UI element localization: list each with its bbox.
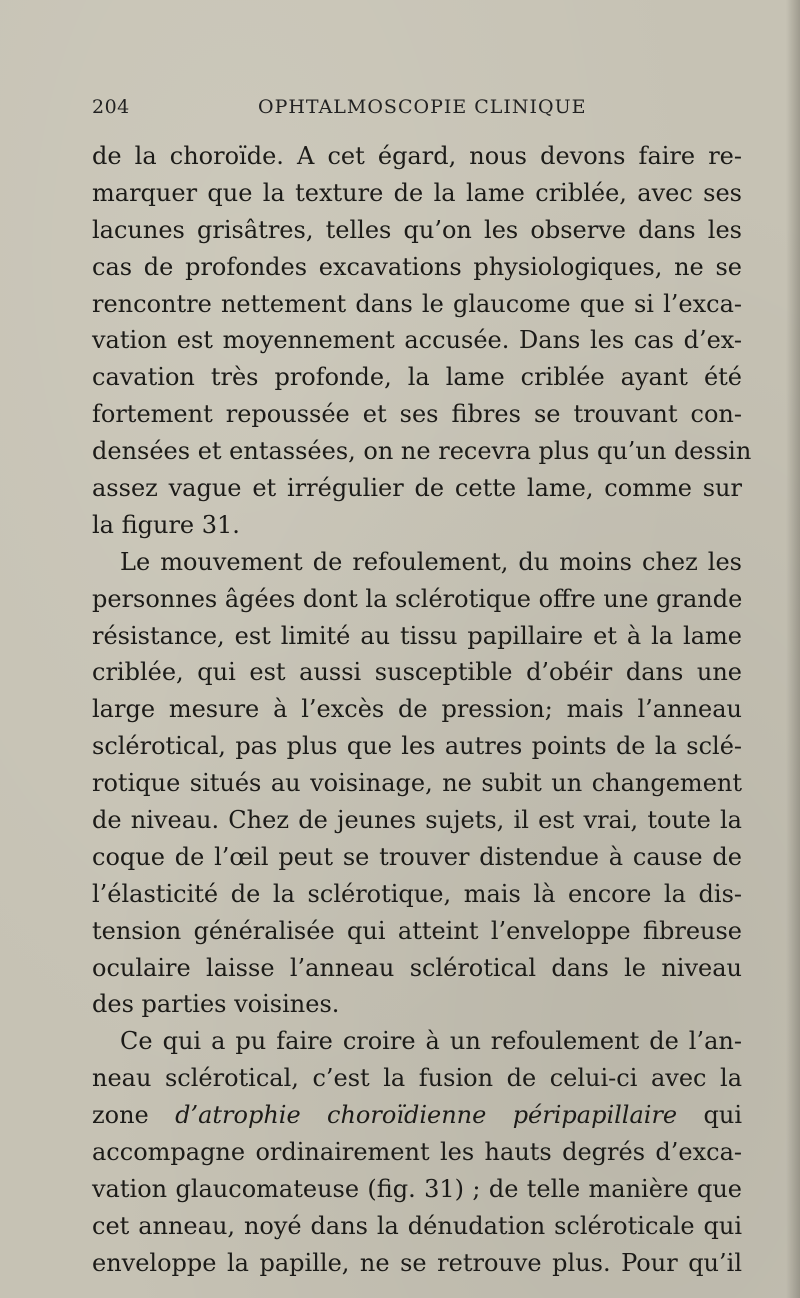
text-line-with-italic: [92, 1097, 742, 1134]
page-edge-shadow: [786, 0, 800, 1298]
text-line: lacunes grisâtres, telles qu’on les observe dans les: [92, 215, 742, 244]
page-header: [92, 96, 732, 130]
text-line: tension généralisée qui atteint l’enveloppe fibreuse: [92, 916, 742, 945]
text-line: accompagne ordinairement les hauts degrés d’exca-: [92, 1138, 742, 1167]
text-line: rotique situés au voisinage, ne subit un changement: [92, 769, 742, 798]
text-line: criblée, qui est aussi susceptible d’obéir dans une: [92, 658, 742, 687]
running-title: OPHTALMOSCOPIE CLINIQUE: [258, 96, 587, 118]
text-fragment: qui: [677, 1101, 742, 1130]
paragraph-start-line: Ce qui a pu faire croire à un refoulement de l’an-: [120, 1027, 742, 1056]
text-line: de niveau. Chez de jeunes sujets, il est vrai, toute la: [92, 806, 742, 835]
text-line: large mesure à l’excès de pression; mais l’anneau: [92, 695, 742, 724]
text-line: résistance, est limité au tissu papillaire et à la lame: [92, 621, 742, 650]
page-number: 204: [92, 96, 130, 118]
text-line: marquer que la texture de la lame criblée, avec ses: [92, 178, 742, 207]
text-line: cavation très profonde, la lame criblée ayant été: [92, 363, 742, 392]
text-line: l’élasticité de la sclérotique, mais là encore la dis-: [92, 879, 742, 908]
paragraph-start-line: Le mouvement de refoulement, du moins chez les: [120, 547, 742, 576]
text-line: oculaire laisse l’anneau sclérotical dans le niveau: [92, 953, 742, 982]
text-line: sclérotical, pas plus que les autres points de la sclé-: [92, 732, 742, 761]
text-fragment: zone: [92, 1101, 176, 1130]
text-line: personnes âgées dont la sclérotique offre une grande: [92, 584, 743, 613]
text-line: des parties voisines.: [92, 990, 340, 1019]
text-line: fortement repoussée et ses fibres se trouvant con-: [92, 400, 742, 429]
text-line: coque de l’œil peut se trouver distendue à cause de: [92, 842, 742, 871]
text-line: vation est moyennement accusée. Dans les cas d’ex-: [92, 326, 742, 355]
text-line: de la choroïde. A cet égard, nous devons faire re-: [92, 142, 742, 170]
italic-term: d’atrophie choroïdienne péripapillaire: [175, 1101, 678, 1130]
text-line: neau sclérotical, c’est la fusion de celui-ci avec la: [92, 1064, 742, 1093]
body-text: [92, 138, 752, 1282]
text-line: assez vague et irrégulier de cette lame, comme sur: [92, 474, 742, 503]
text-line: rencontre nettement dans le glaucome que si l’exca-: [92, 289, 742, 318]
text-line: la figure 31.: [92, 510, 240, 539]
text-line: densées et entassées, on ne recevra plus qu’un dessin: [92, 437, 752, 466]
text-line: cet anneau, noyé dans la dénudation scléroticale qui: [92, 1211, 742, 1240]
text-line: enveloppe la papille, ne se retrouve plus. Pour qu’il: [92, 1248, 742, 1277]
text-line: vation glaucomateuse (fig. 31) ; de telle manière que: [92, 1174, 742, 1203]
text-line: cas de profondes excavations physiologiques, ne se: [92, 252, 742, 281]
